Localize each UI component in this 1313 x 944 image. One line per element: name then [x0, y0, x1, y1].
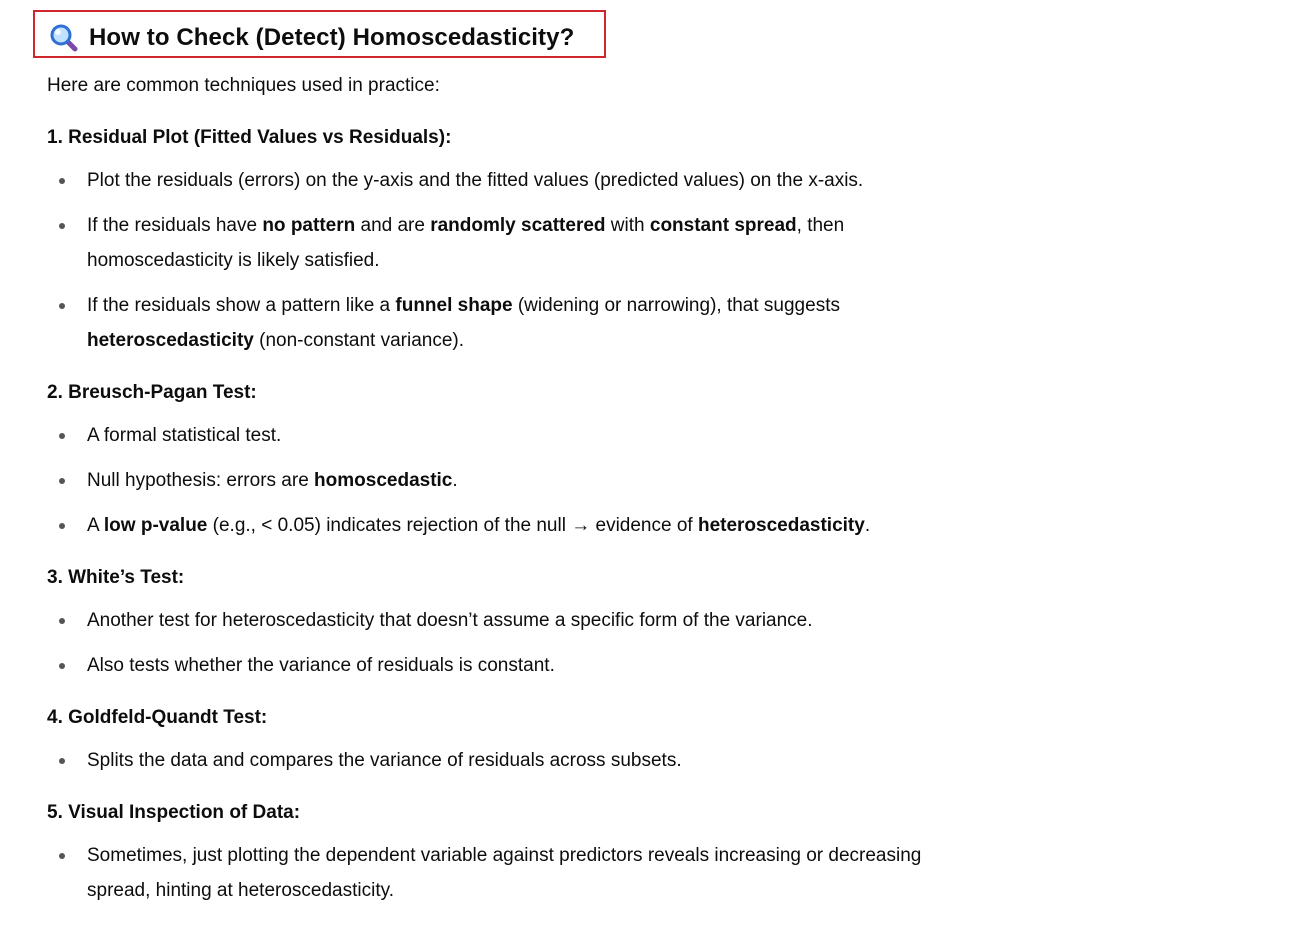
bullet-line [87, 838, 921, 873]
section-title-4: 4. Goldfeld-Quandt Test: [47, 707, 268, 728]
bullet-line [87, 743, 682, 778]
text-run: If the residuals have [87, 215, 263, 236]
bullet-line [87, 873, 921, 908]
text-run: Sometimes, just plotting the dependent variable against predictors reveals increasing or decreasing [87, 845, 922, 866]
bullet-item [87, 648, 555, 683]
intro-text: Here are common techniques used in practice: [47, 75, 440, 96]
section-title-2: 2. Breusch-Pagan Test: [47, 382, 257, 403]
text-run: If the residuals show a pattern like a [87, 295, 396, 316]
bullet-item [87, 163, 863, 198]
text-run: Splits the data and compares the variance of residuals across subsets. [87, 750, 682, 771]
bullet-item [87, 603, 813, 638]
section-title-1: 1. Residual Plot (Fitted Values vs Residuals): [47, 127, 452, 148]
bullet-line [87, 648, 555, 683]
section-title-5: 5. Visual Inspection of Data: [47, 802, 301, 823]
text-run: Also tests whether the variance of residuals is constant. [87, 655, 555, 676]
bullet-item [87, 288, 840, 358]
text-run: spread, hinting at heteroscedasticity. [87, 880, 394, 901]
text-run: with [605, 215, 650, 236]
bullet-line [87, 508, 870, 543]
text-run: (e.g., < 0.05) indicates rejection of the null → evidence of [207, 515, 698, 536]
bold-term: funnel shape [395, 295, 513, 316]
text-run: , then [796, 215, 845, 236]
bullet-item [87, 743, 682, 778]
text-run: Another test for heteroscedasticity that doesn’t assume a specific form of the variance. [87, 610, 813, 631]
section-title-3: 3. White’s Test: [47, 567, 185, 588]
bullet-item [87, 508, 870, 543]
text-run: (non-constant variance). [253, 330, 465, 351]
text-run: A [87, 515, 104, 536]
bullet-line [87, 243, 844, 278]
bold-term: no pattern [262, 215, 356, 236]
bullet-line [87, 288, 840, 323]
text-run: Plot the residuals (errors) on the y-axis and the fitted values (predicted values) on the x-axis. [87, 170, 864, 191]
text-run: (widening or narrowing), that suggests [512, 295, 840, 316]
bullet-item [87, 463, 458, 498]
bullet-line [87, 603, 813, 638]
bullet-line [87, 323, 840, 358]
text-run: . [452, 470, 458, 491]
bold-term: heteroscedasticity [697, 515, 865, 536]
bold-term: low p-value [103, 515, 208, 536]
bullet-line [87, 208, 844, 243]
bullet-line [87, 418, 281, 453]
bullet-item [87, 838, 921, 908]
bullet-item [87, 208, 844, 278]
text-run: A formal statistical test. [87, 425, 282, 446]
text-run: Null hypothesis: errors are [87, 470, 315, 491]
bold-term: constant spread [649, 215, 797, 236]
bullet-line [87, 463, 458, 498]
bold-term: homoscedastic [314, 470, 453, 491]
text-run: homoscedasticity is likely satisfied. [87, 250, 380, 271]
bold-term: heteroscedasticity [87, 330, 254, 351]
bullet-line [87, 163, 863, 198]
magnifying-glass-icon [50, 24, 78, 52]
section-heading [50, 19, 574, 57]
text-run: . [864, 515, 871, 536]
heading-text: How to Check (Detect) Homoscedasticity? [89, 24, 575, 51]
bullet-item [87, 418, 281, 453]
text-run: and are [355, 215, 431, 236]
bold-term: randomly scattered [430, 215, 606, 236]
